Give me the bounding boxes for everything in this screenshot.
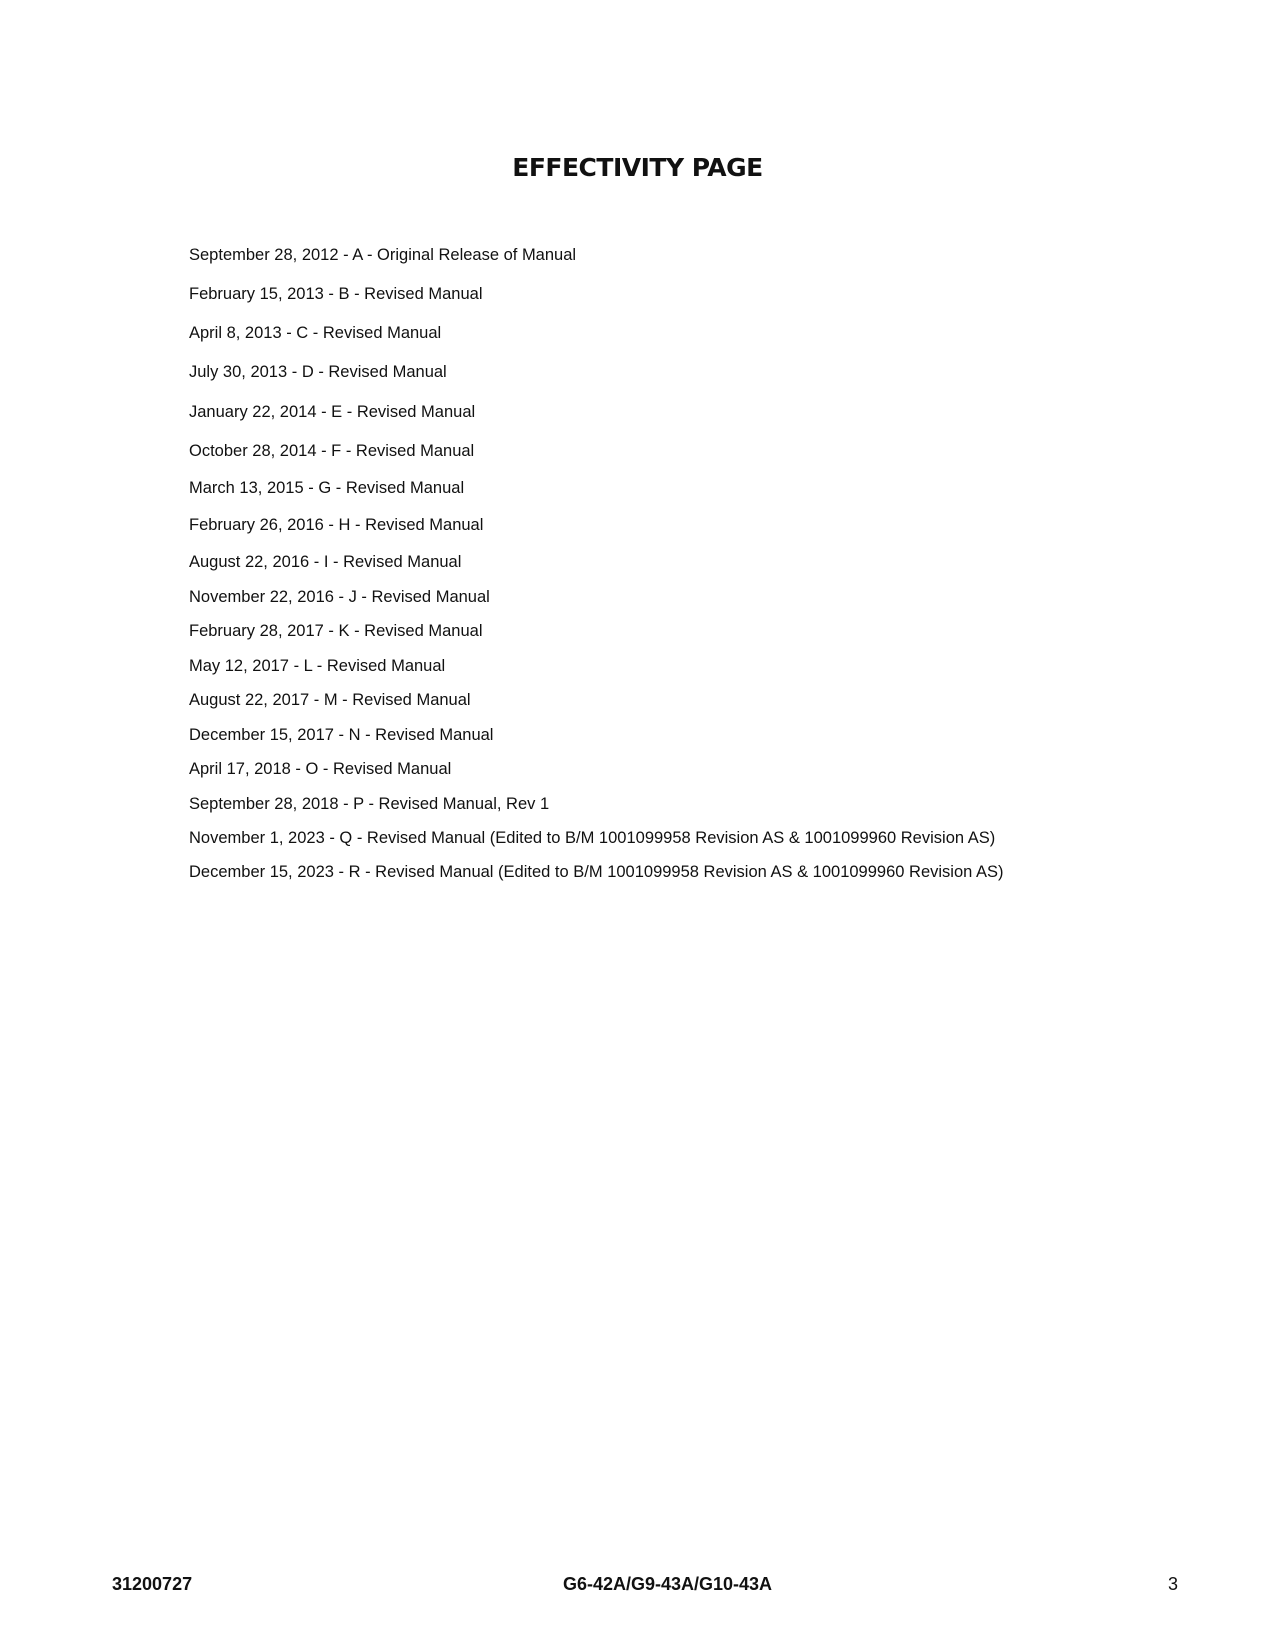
footer-page-number: 3 bbox=[1168, 1574, 1179, 1594]
revision-entry: February 26, 2016 - H - Revised Manual bbox=[189, 516, 484, 534]
revision-entry: April 8, 2013 - C - Revised Manual bbox=[189, 324, 442, 342]
footer-models: G6-42A/G9-43A/G10-43A bbox=[562, 1574, 773, 1594]
revision-entry: March 13, 2015 - G - Revised Manual bbox=[189, 479, 465, 497]
revision-entry: February 28, 2017 - K - Revised Manual bbox=[189, 622, 483, 640]
revision-entry: July 30, 2013 - D - Revised Manual bbox=[189, 363, 447, 381]
revision-entry: August 22, 2016 - I - Revised Manual bbox=[189, 553, 462, 571]
revision-entry: December 15, 2023 - R - Revised Manual (Edited to B/M 1001099958 Revision AS & 1001099960 Revision AS) bbox=[189, 863, 1004, 881]
revision-entry: September 28, 2012 - A - Original Release of Manual bbox=[189, 246, 577, 264]
footer-doc-number: 31200727 bbox=[112, 1574, 193, 1594]
revision-entry: December 15, 2017 - N - Revised Manual bbox=[189, 726, 494, 744]
revision-entry: January 22, 2014 - E - Revised Manual bbox=[189, 403, 476, 421]
revision-entry: November 22, 2016 - J - Revised Manual bbox=[189, 588, 490, 606]
revision-entry: August 22, 2017 - M - Revised Manual bbox=[189, 691, 471, 709]
page-title: EFFECTIVITY PAGE bbox=[512, 153, 763, 182]
revision-entry: May 12, 2017 - L - Revised Manual bbox=[189, 657, 446, 675]
revision-entry: April 17, 2018 - O - Revised Manual bbox=[189, 760, 452, 778]
revision-entry: September 28, 2018 - P - Revised Manual, Rev 1 bbox=[189, 795, 550, 813]
revision-entry: October 28, 2014 - F - Revised Manual bbox=[189, 442, 475, 460]
revision-entry: November 1, 2023 - Q - Revised Manual (Edited to B/M 1001099958 Revision AS & 1001099960 Revision AS) bbox=[189, 829, 996, 847]
revision-entry: February 15, 2013 - B - Revised Manual bbox=[189, 285, 483, 303]
